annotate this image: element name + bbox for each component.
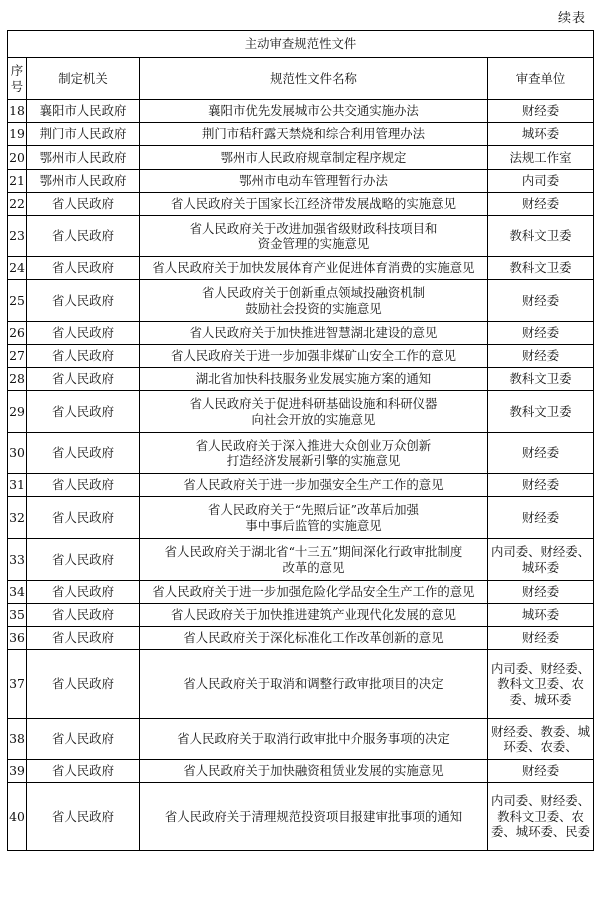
row-seq-cell [8, 100, 27, 123]
row-reviewer-text: 内司委、财经委、 城环委 [490, 544, 591, 575]
row-reviewer-text: 教科文卫委 [509, 403, 572, 419]
row-seq-text: 33 [9, 551, 25, 567]
row-seq-text: 28 [9, 371, 25, 387]
row-seq-cell [8, 146, 27, 170]
row-reviewer-cell [488, 193, 594, 216]
row-seq-text: 37 [9, 676, 25, 692]
table-row [8, 123, 594, 146]
row-issuer-cell [27, 719, 140, 760]
row-reviewer-text: 财经委 [521, 477, 560, 493]
row-document-name-text: 省人民政府关于加快融资租赁业发展的实施意见 [183, 763, 444, 779]
row-issuer-cell [27, 123, 140, 146]
row-reviewer-text: 内司委 [521, 173, 560, 189]
row-seq-cell [8, 539, 27, 581]
row-seq-text: 26 [9, 325, 25, 341]
row-issuer-cell [27, 170, 140, 193]
row-reviewer-cell [488, 581, 594, 604]
row-reviewer-text: 财经委 [521, 763, 560, 779]
row-document-name-text: 鄂州市人民政府规章制定程序规定 [220, 149, 407, 165]
row-seq-text: 39 [9, 763, 25, 779]
row-seq-cell [8, 433, 27, 474]
header-issuer: 制定机关 [27, 58, 140, 100]
row-issuer-text: 省人民政府 [52, 260, 114, 276]
row-issuer-cell [27, 100, 140, 123]
row-reviewer-text: 财经委 [521, 630, 560, 646]
row-issuer-text: 省人民政府 [52, 731, 114, 747]
row-document-name-cell [140, 650, 488, 719]
row-issuer-cell [27, 760, 140, 783]
row-issuer-cell [27, 650, 140, 719]
row-issuer-cell [27, 783, 140, 851]
row-seq-cell [8, 170, 27, 193]
row-document-name-cell [140, 760, 488, 783]
row-issuer-text: 省人民政府 [52, 325, 114, 341]
regulation-review-table [7, 30, 594, 851]
row-reviewer-cell [488, 322, 594, 345]
row-seq-cell [8, 368, 27, 391]
row-issuer-text: 鄂州市人民政府 [39, 149, 127, 165]
row-seq-cell [8, 760, 27, 783]
header-seq [8, 58, 27, 100]
row-issuer-cell [27, 539, 140, 581]
row-issuer-cell [27, 280, 140, 322]
row-issuer-cell [27, 581, 140, 604]
row-document-name-cell [140, 783, 488, 851]
row-seq-text: 35 [9, 607, 25, 623]
row-seq-text: 36 [9, 630, 25, 646]
table-row [8, 650, 594, 719]
row-reviewer-text: 财经委 [521, 509, 560, 525]
row-issuer-cell [27, 497, 140, 539]
table-row [8, 216, 594, 257]
row-issuer-text: 省人民政府 [52, 763, 114, 779]
row-issuer-cell [27, 474, 140, 497]
row-seq-text: 34 [9, 584, 25, 600]
row-seq-cell [8, 627, 27, 650]
table-row [8, 604, 594, 627]
row-reviewer-text: 财经委 [521, 445, 560, 461]
row-document-name-cell [140, 257, 488, 280]
row-document-name-cell [140, 193, 488, 216]
row-issuer-text: 省人民政府 [52, 808, 114, 824]
row-issuer-cell [27, 604, 140, 627]
row-issuer-cell [27, 391, 140, 433]
table-row [8, 368, 594, 391]
table-row [8, 146, 594, 170]
row-reviewer-cell [488, 345, 594, 368]
row-seq-cell [8, 391, 27, 433]
row-reviewer-text: 财经委 [521, 196, 560, 212]
row-document-name-text: 省人民政府关于取消行政审批中介服务事项的决定 [177, 731, 450, 747]
table-row [8, 783, 594, 851]
row-issuer-text: 省人民政府 [52, 371, 114, 387]
row-document-name-text: 省人民政府关于“先照后证”改革后加强 事中事后监管的实施意见 [208, 502, 419, 533]
row-seq-text: 32 [9, 509, 25, 525]
row-issuer-cell [27, 322, 140, 345]
row-seq-text: 27 [9, 348, 25, 364]
row-seq-text: 20 [9, 149, 25, 165]
row-reviewer-cell [488, 257, 594, 280]
row-issuer-cell [27, 368, 140, 391]
row-seq-cell [8, 650, 27, 719]
row-document-name-cell [140, 474, 488, 497]
row-document-name-cell [140, 216, 488, 257]
row-seq-cell [8, 581, 27, 604]
row-issuer-text: 省人民政府 [52, 551, 114, 567]
header-row [8, 58, 594, 100]
row-reviewer-cell [488, 170, 594, 193]
table-row [8, 193, 594, 216]
row-document-name-text: 省人民政府关于深入推进大众创业万众创新 打造经济发展新引擎的实施意见 [195, 437, 432, 468]
row-document-name-text: 省人民政府关于国家长江经济带发展战略的实施意见 [171, 196, 456, 212]
section-title-row [8, 31, 594, 58]
row-issuer-text: 荆门市人民政府 [39, 126, 127, 142]
row-issuer-cell [27, 146, 140, 170]
row-issuer-text: 省人民政府 [52, 607, 114, 623]
continued-label: 续表 [557, 11, 586, 26]
row-reviewer-cell [488, 391, 594, 433]
row-reviewer-cell [488, 760, 594, 783]
row-seq-cell [8, 280, 27, 322]
row-reviewer-cell [488, 216, 594, 257]
row-issuer-text: 鄂州市人民政府 [39, 173, 127, 189]
row-issuer-text: 省人民政府 [52, 509, 114, 525]
row-document-name-cell [140, 280, 488, 322]
row-reviewer-text: 内司委、财经委、 教科文卫委、农 委、城环委、民委 [490, 793, 591, 840]
row-document-name-cell [140, 345, 488, 368]
row-issuer-cell [27, 257, 140, 280]
header-reviewer: 审查单位 [488, 58, 594, 100]
row-document-name-cell [140, 100, 488, 123]
row-document-name-cell [140, 391, 488, 433]
row-reviewer-text: 法规工作室 [509, 149, 572, 165]
row-document-name-cell [140, 322, 488, 345]
table-row [8, 474, 594, 497]
row-document-name-cell [140, 170, 488, 193]
row-document-name-text: 省人民政府关于取消和调整行政审批项目的决定 [183, 676, 444, 692]
row-reviewer-cell [488, 627, 594, 650]
row-reviewer-text: 城环委 [521, 607, 560, 623]
table-row [8, 760, 594, 783]
table-row [8, 627, 594, 650]
table-row [8, 539, 594, 581]
row-document-name-cell [140, 368, 488, 391]
row-seq-cell [8, 193, 27, 216]
table-body [8, 100, 594, 851]
row-reviewer-text: 财经委 [521, 348, 560, 364]
row-seq-cell [8, 322, 27, 345]
row-document-name-text: 省人民政府关于深化标准化工作改革创新的意见 [183, 630, 444, 646]
row-seq-text: 25 [9, 292, 25, 308]
row-issuer-cell [27, 345, 140, 368]
table-row [8, 322, 594, 345]
table-row [8, 345, 594, 368]
row-document-name-text: 省人民政府关于清理规范投资项目报建审批事项的通知 [164, 808, 463, 824]
row-reviewer-text: 城环委 [521, 126, 560, 142]
row-seq-text: 30 [9, 445, 25, 461]
header-seq-label: 序 号 [10, 63, 24, 94]
row-document-name-cell [140, 433, 488, 474]
row-reviewer-cell [488, 368, 594, 391]
table-row [8, 100, 594, 123]
row-reviewer-cell [488, 650, 594, 719]
row-issuer-text: 省人民政府 [52, 292, 114, 308]
row-document-name-cell [140, 581, 488, 604]
row-reviewer-text: 教科文卫委 [509, 228, 572, 244]
row-reviewer-text: 财经委 [521, 292, 560, 308]
row-reviewer-cell [488, 604, 594, 627]
row-reviewer-text: 教科文卫委 [509, 371, 572, 387]
row-seq-cell [8, 474, 27, 497]
row-reviewer-cell [488, 280, 594, 322]
table-row [8, 170, 594, 193]
row-seq-cell [8, 257, 27, 280]
row-issuer-text: 省人民政府 [52, 348, 114, 364]
row-issuer-text: 省人民政府 [52, 196, 114, 212]
row-seq-text: 24 [9, 260, 25, 276]
row-document-name-cell [140, 604, 488, 627]
row-issuer-text: 省人民政府 [52, 445, 114, 461]
row-reviewer-text: 财经委 [521, 584, 560, 600]
row-reviewer-text: 财经委、教委、城 环委、农委、 [490, 723, 591, 754]
row-document-name-cell [140, 719, 488, 760]
table-row [8, 391, 594, 433]
row-document-name-cell [140, 497, 488, 539]
row-document-name-cell [140, 539, 488, 581]
table-row [8, 257, 594, 280]
row-seq-cell [8, 604, 27, 627]
row-document-name-text: 省人民政府关于加快发展体育产业促进体育消费的实施意见 [152, 260, 475, 276]
row-document-name-text: 省人民政府关于进一步加强危险化学品安全生产工作的意见 [152, 584, 475, 600]
row-reviewer-text: 内司委、财经委、 教科文卫委、农 委、城环委 [490, 660, 591, 707]
row-issuer-cell [27, 433, 140, 474]
row-document-name-cell [140, 123, 488, 146]
row-issuer-text: 省人民政府 [52, 676, 114, 692]
row-document-name-text: 省人民政府关于促进科研基础设施和科研仪器 向社会开放的实施意见 [189, 396, 438, 427]
row-seq-text: 29 [9, 403, 25, 419]
row-reviewer-cell [488, 497, 594, 539]
row-reviewer-cell [488, 539, 594, 581]
row-seq-cell [8, 216, 27, 257]
row-issuer-text: 省人民政府 [52, 228, 114, 244]
table-row [8, 719, 594, 760]
row-seq-cell [8, 497, 27, 539]
row-document-name-text: 省人民政府关于加快推进建筑产业现代化发展的意见 [171, 607, 456, 623]
header-document-name: 规范性文件名称 [140, 58, 488, 100]
section-title: 主动审查规范性文件 [8, 31, 594, 58]
table-row [8, 433, 594, 474]
row-issuer-text: 省人民政府 [52, 403, 114, 419]
row-document-name-text: 荆门市秸秆露天禁烧和综合利用管理办法 [201, 126, 426, 142]
row-reviewer-cell [488, 474, 594, 497]
row-reviewer-cell [488, 146, 594, 170]
row-document-name-text: 鄂州市电动车管理暂行办法 [239, 173, 388, 189]
row-reviewer-text: 教科文卫委 [509, 260, 572, 276]
row-issuer-cell [27, 627, 140, 650]
row-document-name-cell [140, 627, 488, 650]
row-issuer-cell [27, 193, 140, 216]
row-seq-text: 31 [9, 477, 25, 493]
row-document-name-text: 湖北省加快科技服务业发展实施方案的通知 [195, 371, 432, 387]
row-reviewer-cell [488, 433, 594, 474]
row-reviewer-cell [488, 123, 594, 146]
row-seq-cell [8, 123, 27, 146]
row-seq-text: 19 [9, 126, 25, 142]
table-row [8, 497, 594, 539]
row-reviewer-cell [488, 100, 594, 123]
row-seq-cell [8, 719, 27, 760]
row-issuer-text: 省人民政府 [52, 477, 114, 493]
table-row [8, 280, 594, 322]
row-document-name-text: 省人民政府关于进一步加强非煤矿山安全工作的意见 [171, 348, 456, 364]
row-seq-text: 38 [9, 731, 25, 747]
row-reviewer-text: 财经委 [521, 103, 560, 119]
row-seq-cell [8, 783, 27, 851]
row-seq-text: 40 [9, 808, 25, 824]
row-document-name-text: 襄阳市优先发展城市公共交通实施办法 [208, 103, 419, 119]
row-seq-text: 21 [9, 173, 25, 189]
row-issuer-cell [27, 216, 140, 257]
table-row [8, 581, 594, 604]
row-document-name-text: 省人民政府关于改进加强省级财政科技项目和 资金管理的实施意见 [189, 220, 438, 251]
row-document-name-text: 省人民政府关于湖北省“十三五”期间深化行政审批制度 改革的意见 [164, 544, 463, 575]
row-issuer-text: 襄阳市人民政府 [39, 103, 127, 119]
row-issuer-text: 省人民政府 [52, 630, 114, 646]
row-document-name-text: 省人民政府关于进一步加强安全生产工作的意见 [183, 477, 444, 493]
row-seq-text: 18 [9, 103, 25, 119]
row-reviewer-cell [488, 783, 594, 851]
row-reviewer-text: 财经委 [521, 325, 560, 341]
row-issuer-text: 省人民政府 [52, 584, 114, 600]
row-document-name-text: 省人民政府关于加快推进智慧湖北建设的意见 [189, 325, 438, 341]
row-seq-text: 23 [9, 228, 25, 244]
row-seq-cell [8, 345, 27, 368]
row-document-name-text: 省人民政府关于创新重点领域投融资机制 鼓励社会投资的实施意见 [201, 285, 426, 316]
row-seq-text: 22 [9, 196, 25, 212]
row-reviewer-cell [488, 719, 594, 760]
row-document-name-cell [140, 146, 488, 170]
